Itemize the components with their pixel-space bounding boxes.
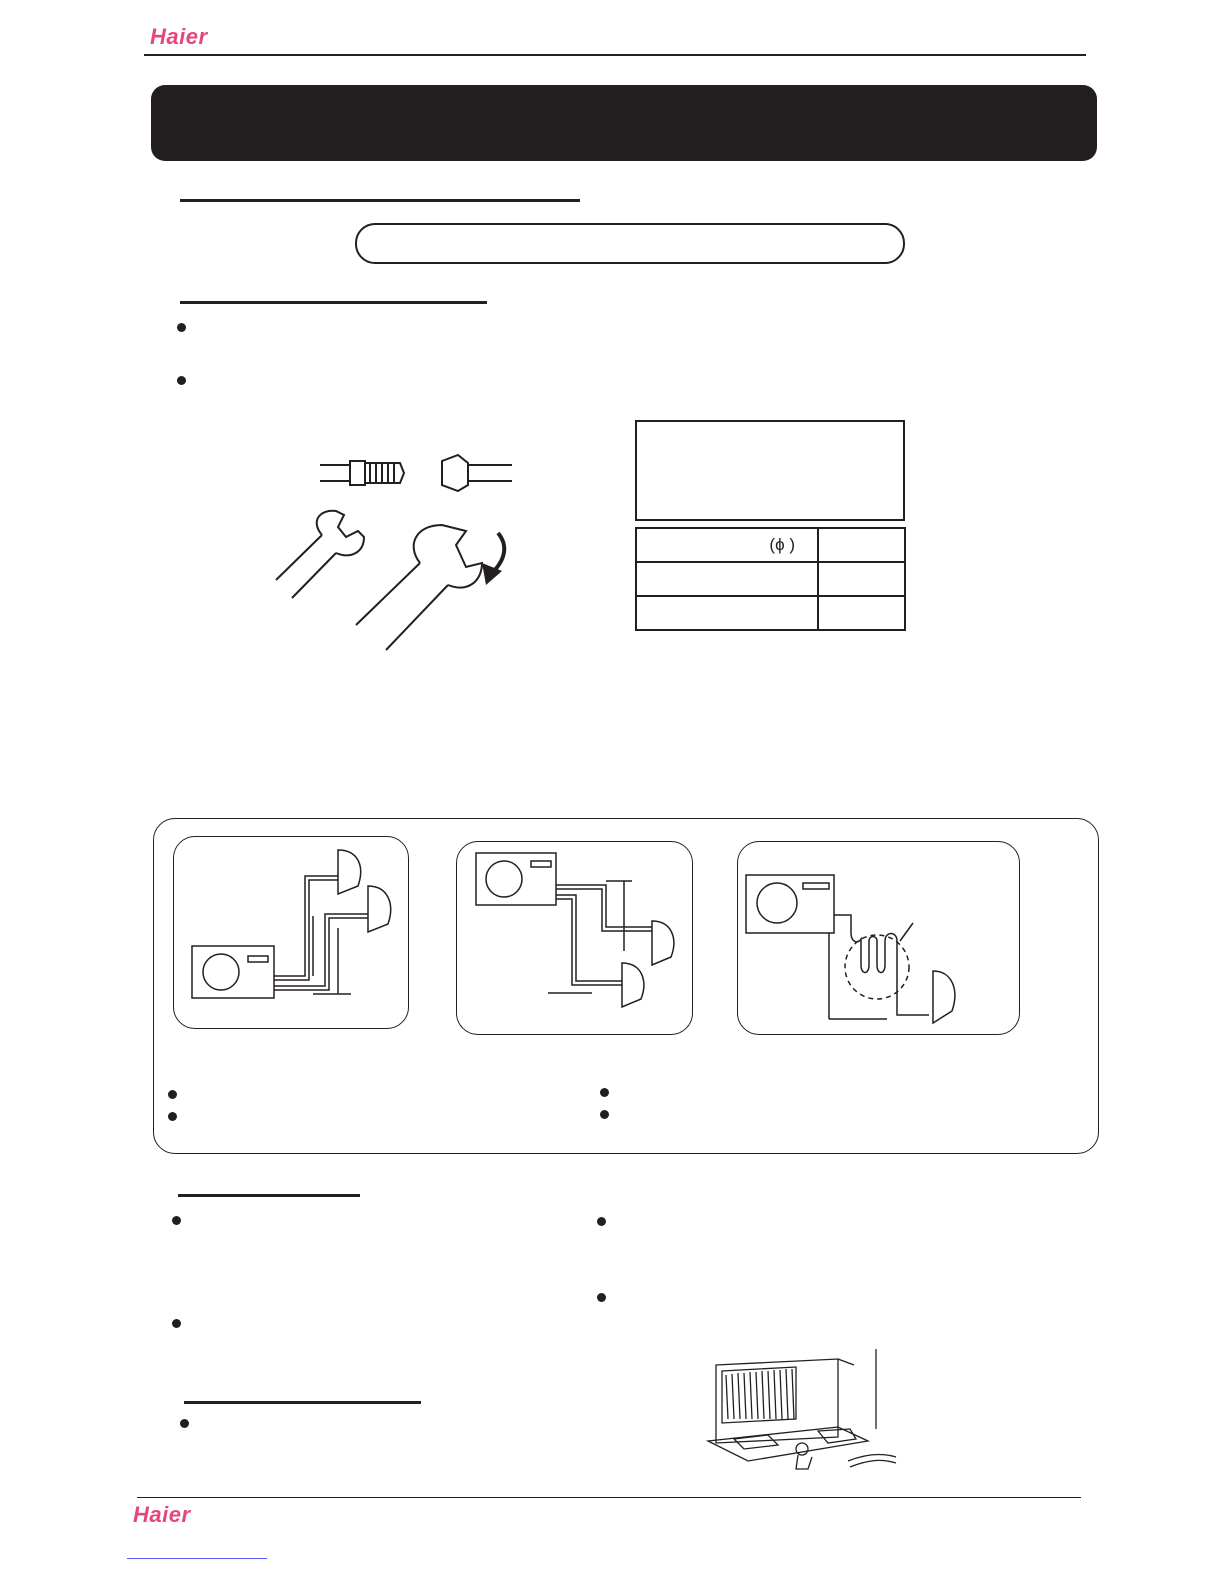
table-cell [636,562,818,596]
diagram-outdoor-below-drawing [173,836,409,1029]
indoor-unit-icon [933,971,955,1023]
table-cell [818,528,905,562]
indoor-unit-icon [338,850,361,894]
section-heading-underline [180,199,580,202]
pipe-diameter-header: (ϕ ) [636,528,818,562]
notice-pill-box [355,223,905,264]
table-cell [636,596,818,630]
bullet-icon [600,1110,609,1119]
diagram-outdoor-above-drawing [456,841,693,1035]
table-row [636,528,905,562]
bullet-icon [597,1293,606,1302]
indoor-unit-icon [652,921,674,965]
header-logo: Haier [150,24,208,49]
bullet-icon [168,1090,177,1099]
drain-elbow-illustration [678,1345,898,1475]
bullet-icon [172,1319,181,1328]
flare-nut-icon [442,455,468,491]
pipe-size-table [635,527,906,631]
outdoor-unit-icon [192,946,274,998]
bullet-icon [172,1216,181,1225]
footer-rule [137,1497,1081,1498]
table-row [636,596,905,630]
footer-logo: Haier [133,1502,191,1527]
bullet-icon [600,1088,609,1097]
wrench-illustration [270,445,570,665]
torque-note-box [635,420,905,521]
bullet-icon [177,376,186,385]
bullet-icon [168,1112,177,1121]
table-cell [818,562,905,596]
table-row [636,562,905,596]
subheading-underline [180,301,487,304]
subheading-underline [184,1401,421,1404]
table-cell [818,596,905,630]
indoor-unit-icon [622,963,644,1007]
wrench-icon [276,535,336,598]
bullet-icon [177,323,186,332]
footer-link-underline[interactable] [127,1558,267,1559]
header-rule [144,54,1086,56]
indoor-unit-icon [368,886,391,932]
bullet-icon [597,1217,606,1226]
bullet-icon [180,1419,189,1428]
section-title-banner [151,85,1097,161]
curved-arrow-icon [492,533,504,573]
diagram-oil-trap-drawing [737,841,1020,1035]
subheading-underline [178,1194,360,1197]
